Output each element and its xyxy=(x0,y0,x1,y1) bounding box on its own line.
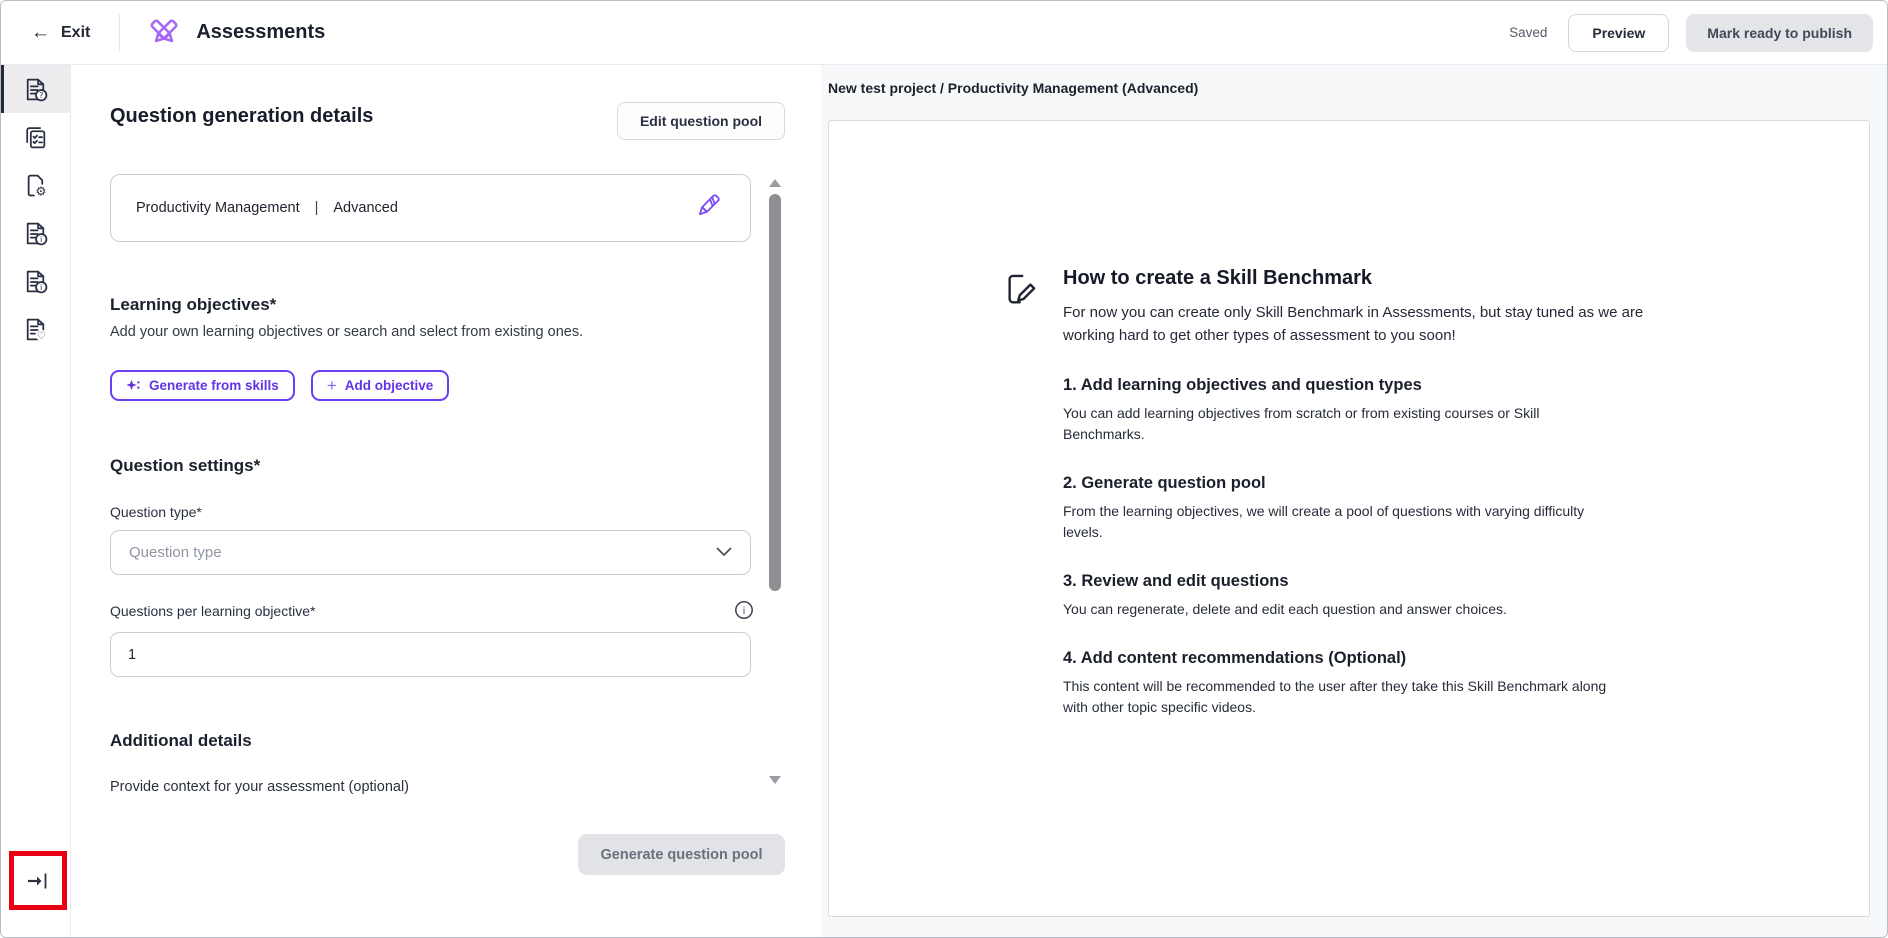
saved-status: Saved xyxy=(1509,25,1548,40)
svg-text:i: i xyxy=(40,233,43,244)
topbar-divider xyxy=(119,14,120,51)
assessments-logo-icon xyxy=(146,15,182,51)
back-arrow-icon: ← xyxy=(31,22,50,43)
doc-copies-checklist-icon xyxy=(22,124,49,151)
preview-panel xyxy=(821,65,1887,937)
scroll-down-arrow[interactable] xyxy=(769,776,781,784)
exit-label: Exit xyxy=(61,23,91,41)
left-nav-sidebar xyxy=(1,65,71,937)
add-objective-button[interactable] xyxy=(311,370,449,401)
questions-per-objective-label: Questions per learning objective* xyxy=(110,603,316,619)
section-heading: Question generation details xyxy=(110,105,374,127)
skill-card-divider: | xyxy=(314,200,319,216)
page-title: Assessments xyxy=(196,21,326,43)
doc-info-icon xyxy=(22,268,49,295)
howto-title: How to create a Skill Benchmark xyxy=(1063,267,1373,289)
generate-from-skills-button[interactable] xyxy=(110,370,295,401)
step-4-title: 4. Add content recommendations (Optional) xyxy=(1063,649,1407,667)
scrollbar-thumb[interactable] xyxy=(769,194,781,591)
expand-panel-button-highlighted[interactable] xyxy=(9,851,67,910)
exit-button[interactable] xyxy=(31,23,90,42)
plus-icon: + xyxy=(326,376,337,395)
howto-intro: For now you can create only Skill Benchmark in Assessments, but stay tuned as we are working hard to get other types of assessment to you soon! xyxy=(1063,304,1644,344)
sparkle-icon xyxy=(126,379,141,393)
add-objective-label: Add objective xyxy=(344,378,434,393)
chevron-down-icon xyxy=(716,544,732,562)
sidebar-item-info[interactable] xyxy=(1,257,70,305)
svg-text:i: i xyxy=(742,606,746,617)
step-3-description: You can regenerate, delete and edit each question and answer choices. xyxy=(1063,601,1507,617)
mark-ready-to-publish-button[interactable]: Mark ready to publish xyxy=(1686,14,1873,52)
question-type-select[interactable] xyxy=(110,530,751,575)
question-settings-title: Question settings* xyxy=(110,456,261,475)
step-2-title: 2. Generate question pool xyxy=(1063,474,1266,492)
doc-info-icon xyxy=(22,220,49,247)
svg-text:?: ? xyxy=(39,89,44,100)
svg-text:i: i xyxy=(40,281,43,292)
step-1-title: 1. Add learning objectives and question types xyxy=(1063,376,1422,394)
skill-name: Productivity Management xyxy=(136,200,300,216)
sidebar-item-question-generation[interactable] xyxy=(1,65,70,113)
note-edit-icon xyxy=(1001,269,1041,309)
doc-gear-icon xyxy=(22,172,49,199)
additional-details-title: Additional details xyxy=(110,731,252,750)
edit-question-pool-button[interactable]: Edit question pool xyxy=(617,102,785,140)
step-4-description: This content will be recommended to the user after they take this Skill Benchmark along with other topic specific videos. xyxy=(1063,678,1607,715)
sidebar-item-details[interactable] xyxy=(1,209,70,257)
learning-objectives-title: Learning objectives* xyxy=(110,295,277,314)
info-icon[interactable] xyxy=(734,600,754,625)
scroll-up-arrow[interactable] xyxy=(769,179,781,187)
form-scrollbar xyxy=(768,173,782,797)
edit-pencil-icon[interactable] xyxy=(693,191,723,225)
sidebar-item-settings[interactable] xyxy=(1,161,70,209)
step-1-description: You can add learning objectives from scratch or from existing courses or Skill Benchmarks. xyxy=(1063,405,1540,442)
question-type-label: Question type* xyxy=(110,504,202,520)
additional-details-description: Provide context for your assessment (optional) xyxy=(110,779,409,795)
skill-card xyxy=(110,174,751,242)
generate-from-skills-label: Generate from skills xyxy=(149,378,279,393)
question-generation-panel xyxy=(71,65,821,937)
breadcrumb: New test project / Productivity Management (Advanced) xyxy=(828,80,1199,96)
top-bar xyxy=(1,1,1887,65)
expand-panel-icon xyxy=(26,871,50,891)
sidebar-item-recommendations[interactable] xyxy=(1,305,70,353)
generate-question-pool-button[interactable]: Generate question pool xyxy=(578,834,785,875)
step-3-title: 3. Review and edit questions xyxy=(1063,572,1289,590)
doc-question-icon xyxy=(22,76,49,103)
question-type-placeholder: Question type xyxy=(129,544,222,561)
learning-objectives-description: Add your own learning objectives or search and select from existing ones. xyxy=(110,324,584,340)
doc-heart-icon xyxy=(22,316,49,343)
skill-level: Advanced xyxy=(333,200,398,216)
svg-text:⚙: ⚙ xyxy=(35,182,47,198)
svg-text:♡: ♡ xyxy=(36,329,47,342)
sidebar-item-question-pool[interactable] xyxy=(1,113,70,161)
howto-card xyxy=(828,120,1870,917)
questions-per-objective-input[interactable] xyxy=(110,632,751,677)
preview-button[interactable]: Preview xyxy=(1568,14,1669,52)
step-2-description: From the learning objectives, we will create a pool of questions with varying difficulty levels. xyxy=(1063,503,1585,540)
